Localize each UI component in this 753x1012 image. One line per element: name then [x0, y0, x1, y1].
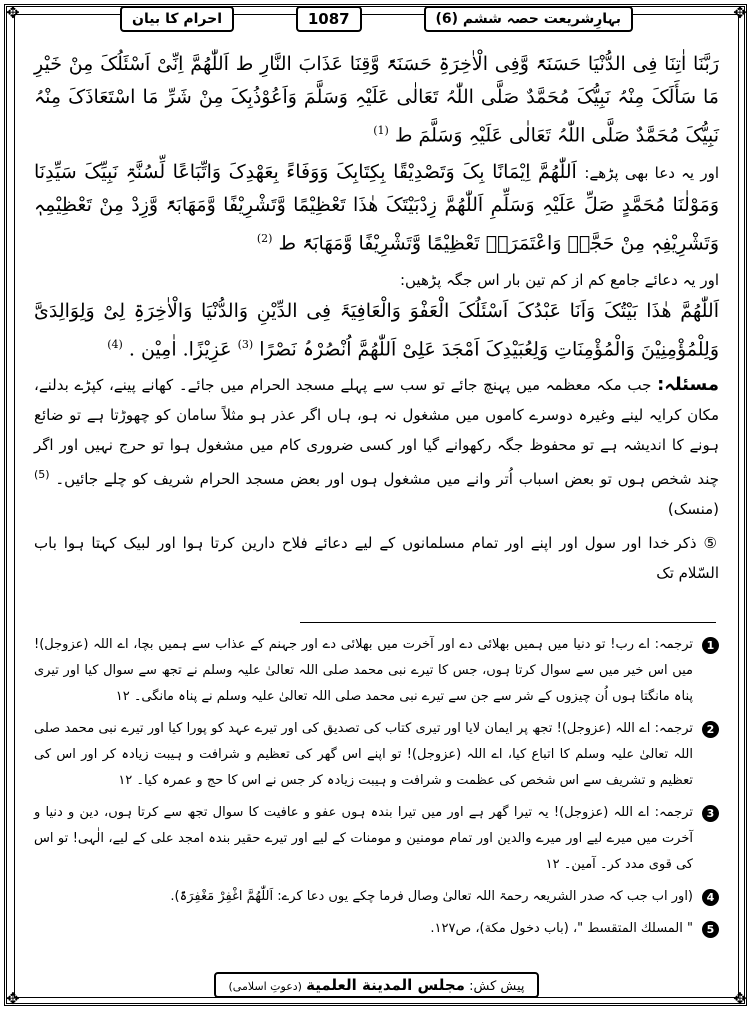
footnote-item [34, 716, 719, 794]
dua-paragraph [34, 295, 719, 366]
footnote-number: 3 [702, 805, 719, 822]
dua-paragraph [34, 156, 719, 260]
footnote-item [34, 632, 719, 710]
footnote-text: ترجمہ: اے اللہ (عزوجل)! یہ تیرا گھر ہے اور میں تیرا بندہ ہوں عفو و عافیت کا سوال تجھ سے کرتا ہوں، دین و دنیا و آخرت میں میرے لیے اور میرے والدین اور تمام مومنین و مومنات کے لیے اور تیرے حقیر بندہ امجد علی کے لیے، الٰہی! تو اس کی قوی مدد کر۔ آمین۔ ۱۲ [34, 805, 693, 872]
footnote-ref: (5) [34, 467, 50, 481]
point-text: ذکر خدا اور سول اور اپنے اور تمام مسلمانوں کے لیے دعائے فلاح دارین کرتا ہوا اور لبیک کہتا ہوا باب السّلام تک [34, 533, 719, 582]
footnote-item [34, 884, 719, 910]
page-footer [0, 972, 753, 998]
intro-text: اور یہ دعا بھی پڑھے: [584, 164, 720, 183]
publisher-name: مجلس المدينة العلمية [306, 976, 465, 994]
dua-text: اَللّٰھُمَّ ھٰذَا بَیْتُکَ وَاَنَا عَبْدُکَ اَسْئَلُکَ الْعَفْوَ وَالْعَافِیَۃَ فِی الدِّیْنِ وَالدُّنْیَا وَالْاٰخِرَۃِ لِیْ وَلِوَالِدَیَّ وَلِلْمُؤْمِنِیْنَ وَالْمُؤْمِنَاتِ وَلِعُبَیْدِکَ اَمْجَدَ عَلِیْ اَللّٰھُمَّ اُنْصُرْہُ نَصْرًا [34, 299, 719, 360]
footnote-ref: (3) [237, 337, 254, 351]
corner-ornament-icon: ✥ [6, 3, 20, 22]
dua-text: رَبَّنَا اٰتِنَا فِی الدُّنْیَا حَسَنَۃً وَّفِی الْاٰخِرَۃِ حَسَنَۃً وَّقِنَا عَذَابَ النَّارِ ط اَللّٰھُمَّ اِنِّیْ اَسْئَلُکَ مِنْ خَیْرِ مَا سَأَلَکَ مِنْہُ نَبِیُّکَ مُحَمَّدٌ صَلَّی اللّٰہُ تَعَالٰی عَلَیْہِ وَسَلَّمَ وَاَعُوْذُبِکَ مِنْ شَرِّ مَا اسْتَعَاذَکَ مِنْہُ نَبِیُّکَ مُحَمَّدٌ صَلَّی اللّٰہُ تَعَالٰی عَلَیْہِ وَسَلَّمَ ط [34, 53, 719, 147]
publisher-sub: (دعوتِ اسلامی) [228, 980, 302, 993]
footnote-ref: (4) [107, 337, 123, 351]
intro-text: اور یہ دعائے جامع کم از کم تین بار اس جگہ پڑھیں: [399, 270, 719, 289]
publisher-box [214, 972, 538, 998]
footnote-number: 1 [702, 637, 719, 654]
footnote-text: " المسلك المتقسط "، (باب دخول مكة)، ص١٢٧. [430, 921, 693, 936]
footnotes [34, 632, 719, 948]
dua-paragraph [34, 48, 719, 152]
corner-ornament-icon: ✥ [733, 3, 747, 22]
footnote-ref: (1) [373, 124, 389, 137]
corner-ornament-icon: ✥ [6, 989, 20, 1008]
footnote-separator [300, 622, 716, 623]
page-header [120, 6, 633, 32]
footnote-text: ترجمہ: اے اللہ (عزوجل)! تجھ پر ایمان لایا اور تیری کتاب کی تصدیق کی اور تیرے عہد کو پورا کیا اور تیرے نبی محمد صلی اللہ تعالیٰ علیہ وسلم کا اتباع کیا، اے اللہ (عزوجل)! تو اپنے اس گھر کی تعظیم و شرافت و ہیبت زیادہ کر اور اس کی تعظیم و تشریف سے اس شخص کی عظمت و شرافت و ہیبت زیادہ کر جس نے اس کا حج و عمرہ کیا۔ ۱۲ [34, 721, 693, 788]
dua-text: اَللّٰھُمَّ اِیْمَانًا بِکَ وَتَصْدِیْقًا بِکِتَابِکَ وَوَفَاءً بِعَھْدِکَ وَاتِّبَاعًا لِّسُنَّۃِ نَبِیِّکَ سَیِّدِنَا وَمَوْلٰنَا مُحَمَّدٍ صَلِّ عَلَیْہِ وَسَلِّمِ اَللّٰھُمَّ زِدْبَیْتَکَ ھٰذَا تَعْظِیْمًا وَّتَشْرِیْفًا وَّمَھَابَۃً وَّزِدْ مِنْ تَعْظِیْمِہٖ وَتَشْرِیْفِہٖ مِنْ حَجَّہٗ وَاعْتَمَرَہٗ تَعْظِیْمًا وَّتَشْرِیْفًا وَّمَھَابَۃً ط [34, 161, 719, 255]
footnote-number: 5 [702, 921, 719, 938]
footnote-item [34, 916, 719, 942]
dua-text: عَزِیْزًا. اٰمِیْن . [128, 337, 232, 360]
footnote-item [34, 800, 719, 878]
page-number: 1087 [296, 6, 362, 32]
masala-paragraph [34, 370, 719, 524]
masala-source: (منسک) [667, 499, 719, 518]
masala-label: مسئلہ: [657, 373, 719, 395]
corner-ornament-icon: ✥ [733, 989, 747, 1008]
chapter-title: احرام کا بیان [120, 6, 234, 32]
masala-text: جب مکہ معظمہ میں پہنچ جائے تو سب سے پہلے مسجد الحرام میں جائے۔ کھانے پینے، کپڑے بدلنے، مکان کرایہ لینے وغیرہ دوسرے کاموں میں مشغول نہ ہو، ہاں اگر عذر ہو مثلاً سامان کو چھوڑتا ہے تو ضائع ہونے کا اندیشہ ہے تو محفوظ جگہ رکھوانے گیا اور کسی ضروری کام میں مشغول ہوا تو حرج نہیں اور اگر چند شخص ہوں تو بعض اسباب اُتر وانے میں مشغول ہوں اور بعض مسجد الحرام شریف کو چلے جائیں۔ [34, 375, 720, 488]
footnote-ref: (2) [256, 232, 273, 246]
footnote-number: 4 [702, 889, 719, 906]
main-text [34, 48, 719, 592]
footnote-text: (اور اب جب کہ صدر الشریعہ رحمۃ اللہ تعالیٰ وصال فرما چکے یوں دعا کرے: اَللّٰھُمَّ اغْفِرْ مَغْفِرَۃً). [170, 889, 693, 904]
book-title: بہارِشریعت حصہ ششم (6) [424, 6, 634, 32]
point-number-icon: ⑤ [703, 533, 720, 552]
footnote-text: ترجمہ: اے رب! تو دنیا میں ہمیں بھلائی دے اور آخرت میں بھلائی دے اور جہنم کے عذاب سے ہمیں بچا، اے اللہ (عزوجل)! میں اس خیر میں سے سوال کرتا ہوں، جس کا تیرے نبی محمد صلی اللہ تعالیٰ علیہ وسلم نے تجھ سے سوال کیا اور تیری پناہ مانگتا ہوں اُن چیزوں کے شر سے جن سے تیرے نبی محمد صلی اللہ تعالیٰ علیہ وسلم نے پناہ مانگی۔ ۱۲ [34, 637, 693, 704]
publisher-prefix: پیش کش: [469, 979, 525, 994]
footnote-number: 2 [702, 721, 719, 738]
point-paragraph [34, 528, 719, 588]
